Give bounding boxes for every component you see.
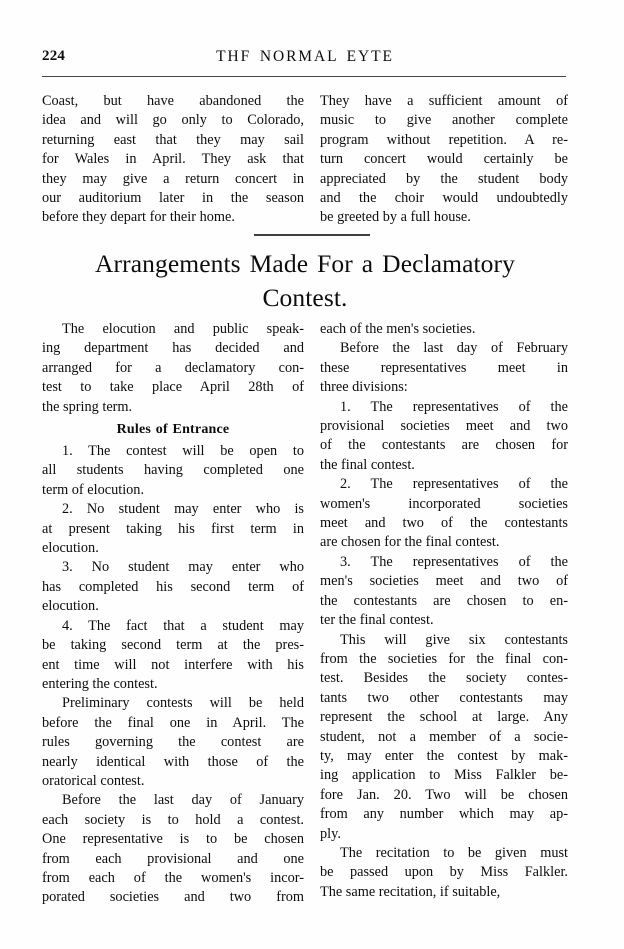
text-line: tants two other contestants may [320,689,568,706]
text-line: for Wales in April. They ask that [42,151,304,168]
text-line: our auditorium later in the season [42,190,304,207]
text-line: Coast, but have abandoned the [42,93,304,109]
text-line: music to give another complete [320,112,568,129]
text-line: elocution. [42,598,99,615]
text-line: nearly identical with those of the [42,753,304,770]
text-line: Before the last day of February [340,340,568,357]
text-line: rules governing the contest are [42,734,304,751]
text-line: three divisions: [320,379,408,396]
text-line: program without repetition. A re- [320,131,568,148]
text-line: 4. The fact that a student may [62,617,304,634]
rules-of-entrance-subheading: Rules of Entrance [116,422,230,438]
text-line: before the final one in April. The [42,714,304,731]
top-right-column [320,92,568,228]
text-line: all students having completed one [42,462,304,479]
text-line: from the societies for the final con- [320,650,568,667]
text-line: 1. The representatives of the [340,398,568,415]
text-line: The recitation to be given must [340,844,568,861]
text-line: test. Besides the society contes- [320,670,568,687]
text-line: turn concert would certainly be [320,151,568,168]
text-line: are chosen for the final contest. [320,534,500,551]
article-left-column [42,320,304,908]
section-divider-rule [254,234,370,236]
page-number: 224 [42,48,66,64]
text-line: represent the school at large. Any [320,709,568,726]
text-line: ply. [320,825,341,842]
text-line: appreciated by the student body [320,170,568,187]
text-line: meet and two of the contestants [320,515,568,532]
text-line: these representatives meet in [320,359,568,376]
text-line: 2. The representatives of the [340,476,568,493]
text-line: each of the men's societies. [320,321,476,337]
text-line: student, not a member of a socie- [320,728,568,745]
text-line: men's societies meet and two of [320,573,568,590]
text-line: of the contestants are chosen for [320,437,568,454]
headline-line-2: Contest. [262,283,348,312]
text-line: 2. No student may enter who is [62,501,304,518]
text-line: ing department has decided and [42,340,304,357]
text-line: They have a sufficient amount of [320,93,568,109]
running-head [42,46,568,70]
top-left-column [42,92,304,228]
text-line: ty, may enter the contest by mak- [320,747,568,764]
text-line: 1. The contest will be open to [62,443,304,460]
text-line: the spring term. [42,398,133,415]
text-line: the contestants are chosen to en- [320,592,568,609]
headline-line-1: Arrangements Made For a Declamatory [95,249,515,278]
text-line: the final contest. [320,456,415,473]
text-line: porated societies and two from [42,889,304,906]
text-line: at present taking his first term in [42,520,304,537]
text-line: from any number which may ap- [320,806,568,823]
text-line: be passed upon by Miss Falkler. [320,864,568,881]
text-line: be taking second term at the pres- [42,637,304,654]
text-line: 3. The representatives of the [340,553,568,570]
text-line: The elocution and public speak- [62,321,304,337]
text-line: Preliminary contests will be held [62,695,304,712]
header-rule [42,76,566,77]
publication-title: THF NORMAL EYTE [216,48,394,65]
text-line: test to take place April 28th of [42,379,304,396]
text-line: has completed his second term of [42,578,304,595]
text-line: each society is to hold a contest. [42,811,304,828]
text-line: from each provisional and one [42,850,304,867]
text-line: Before the last day of January [62,792,304,809]
text-line: returning east that they may sail [42,131,304,148]
text-line: ent time will not interfere with his [42,656,304,673]
text-line: ing application to Miss Falkler be- [320,767,568,784]
text-line: entering the contest. [42,675,158,692]
text-line: be greeted by a full house. [320,209,471,226]
article-right-column [320,320,568,902]
text-line: One representative is to be chosen [42,831,304,848]
article-headline [42,247,568,315]
text-line: oratorical contest. [42,772,145,789]
text-line: fore Jan. 20. Two will be chosen [320,786,568,803]
text-line: before they depart for their home. [42,209,235,226]
text-line: term of elocution. [42,481,145,498]
text-line: women's incorporated societies [320,495,568,512]
text-line: arranged for a declamatory con- [42,359,304,376]
text-line: 3. No student may enter who [62,559,304,576]
text-line: provisional societies meet and two [320,418,568,435]
text-line: ter the final contest. [320,612,434,629]
text-line: elocution. [42,540,99,557]
text-line: This will give six contestants [340,631,568,648]
text-line: they may give a return concert in [42,170,304,187]
text-line: idea and will go only to Colorado, [42,112,304,129]
text-line: from each of the women's incor- [42,869,304,886]
text-line: and the choir would undoubtedly [320,190,568,207]
text-line: The same recitation, if suitable, [320,883,501,900]
